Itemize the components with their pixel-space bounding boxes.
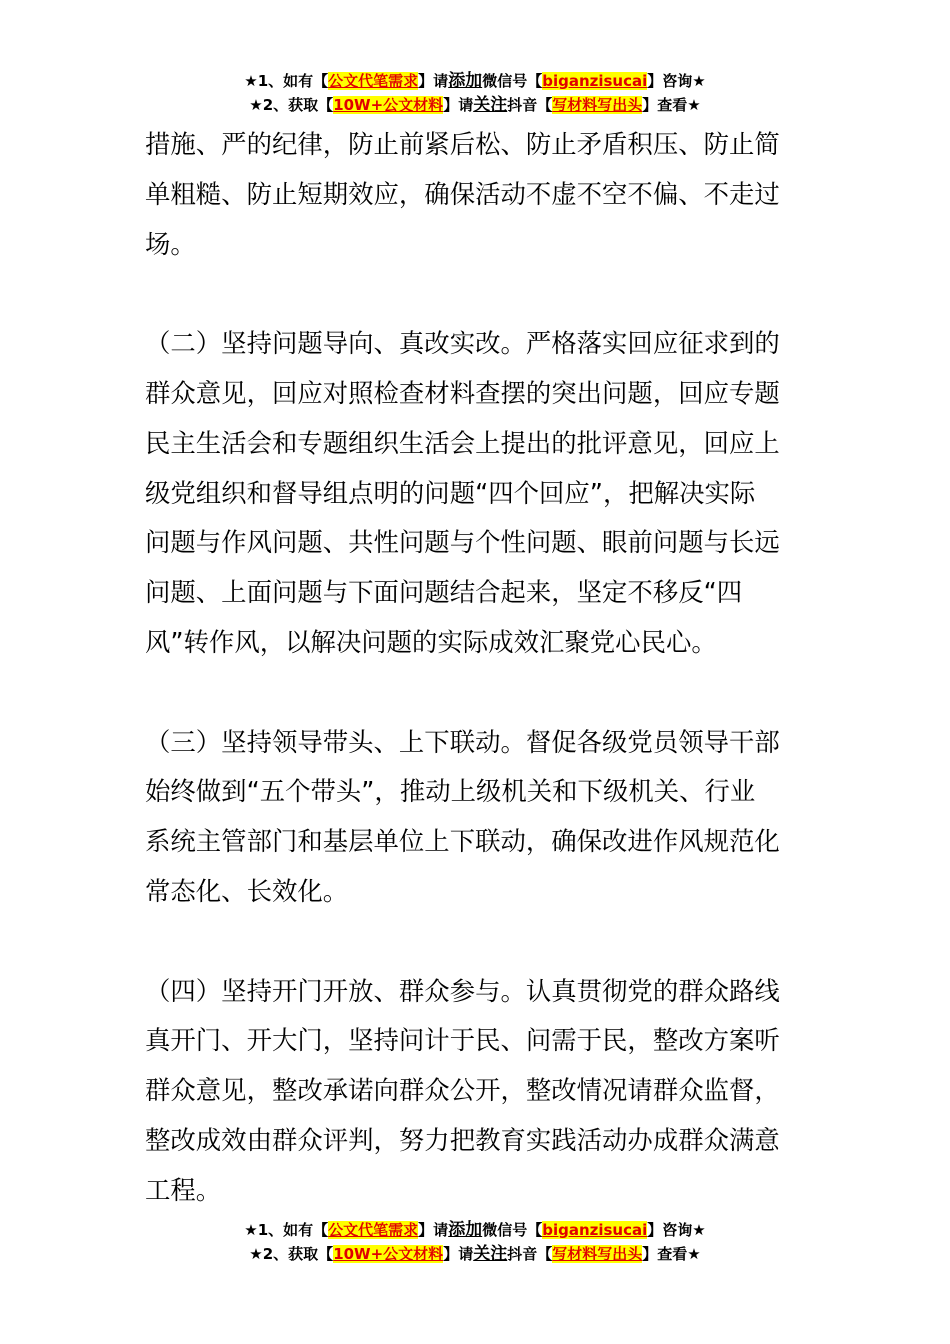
paragraph-gap	[145, 668, 825, 718]
banner-emphasis: 关注	[473, 95, 508, 115]
header-banner	[0, 69, 950, 117]
banner-text: 】查看★	[642, 96, 701, 114]
paragraph	[145, 967, 825, 1216]
banner-text: ★1、如有【	[244, 72, 329, 90]
banner-wechat-id: biganzisucai	[542, 1221, 648, 1239]
banner-highlight: 公文代笔需求	[328, 1221, 419, 1239]
text-line: 措施、严的纪律，防止前紧后松、防止矛盾积压、防止简	[145, 129, 780, 159]
paragraph-gap	[145, 917, 825, 967]
banner-text: ★2、获取【	[249, 1245, 334, 1263]
banner-text: 】查看★	[642, 1245, 701, 1263]
text-line: 群众意见，回应对照检查材料查摆的突出问题，回应专题	[145, 377, 780, 408]
banner-emphasis: 添加	[448, 71, 483, 91]
document-body	[145, 120, 825, 1216]
text-line: （三）坚持领导带头、上下联动。督促各级党员领导干部	[145, 726, 780, 757]
text-line: 问题、上面问题与下面问题结合起来，坚定不移反“四	[145, 577, 743, 608]
banner-highlight: 10W+公文材料	[333, 1245, 444, 1263]
text-line: （二）坚持问题导向、真改实改。严格落实回应征求到的	[145, 328, 780, 359]
banner-row-1	[0, 1218, 950, 1242]
banner-row-2	[0, 93, 950, 117]
text-line: 系统主管部门和基层单位上下联动，确保改进作风规范化	[145, 826, 780, 857]
banner-wechat-id: biganzisucai	[542, 72, 648, 90]
text-line: 始终做到“五个带头”，推动上级机关和下级机关、行业	[145, 776, 756, 807]
banner-text: 抖音【	[507, 1245, 553, 1263]
banner-douyin-id: 写材料写出头	[552, 96, 643, 114]
banner-text: ★2、获取【	[249, 96, 334, 114]
text-line: 场。	[145, 228, 196, 259]
text-line: 整改成效由群众评判，努力把教育实践活动办成群众满意	[145, 1124, 780, 1155]
banner-text: 微信号【	[482, 72, 543, 90]
banner-text: 】请	[443, 96, 474, 114]
text-line: 风”转作风，以解决问题的实际成效汇聚党心民心。	[145, 626, 717, 657]
banner-emphasis: 关注	[473, 1244, 508, 1264]
paragraph	[145, 319, 825, 668]
text-line: 问题与作风问题、共性问题与个性问题、眼前问题与长远	[145, 527, 780, 558]
paragraph	[145, 120, 825, 269]
banner-row-2	[0, 1242, 950, 1266]
paragraph-gap	[145, 269, 825, 319]
banner-text: 】请	[418, 1221, 449, 1239]
text-line: 单粗糙、防止短期效应，确保活动不虚不空不偏、不走过	[145, 178, 780, 209]
banner-emphasis: 添加	[448, 1220, 483, 1240]
banner-highlight: 10W+公文材料	[333, 96, 444, 114]
text-line: 群众意见，整改承诺向群众公开，整改情况请群众监督，	[145, 1075, 780, 1106]
banner-text: ★1、如有【	[244, 1221, 329, 1239]
footer-banner	[0, 1218, 950, 1266]
banner-text: 】请	[418, 72, 449, 90]
text-line: 民主生活会和专题组织生活会上提出的批评意见，回应上	[145, 427, 780, 458]
banner-text: 微信号【	[482, 1221, 543, 1239]
banner-text: 抖音【	[507, 96, 553, 114]
banner-text: 】咨询★	[647, 1221, 706, 1239]
text-line: 真开门、开大门，坚持问计于民、问需于民，整改方案听	[145, 1025, 780, 1056]
paragraph	[145, 718, 825, 917]
text-line: 工程。	[145, 1174, 222, 1205]
banner-highlight: 公文代笔需求	[328, 72, 419, 90]
text-line: 常态化、长效化。	[145, 875, 349, 906]
banner-douyin-id: 写材料写出头	[552, 1245, 643, 1263]
text-line: 级党组织和督导组点明的问题“四个回应”，把解决实际	[145, 477, 756, 508]
banner-text: 】咨询★	[647, 72, 706, 90]
banner-text: 】请	[443, 1245, 474, 1263]
text-line: （四）坚持开门开放、群众参与。认真贯彻党的群众路线	[145, 975, 780, 1006]
banner-row-1	[0, 69, 950, 93]
